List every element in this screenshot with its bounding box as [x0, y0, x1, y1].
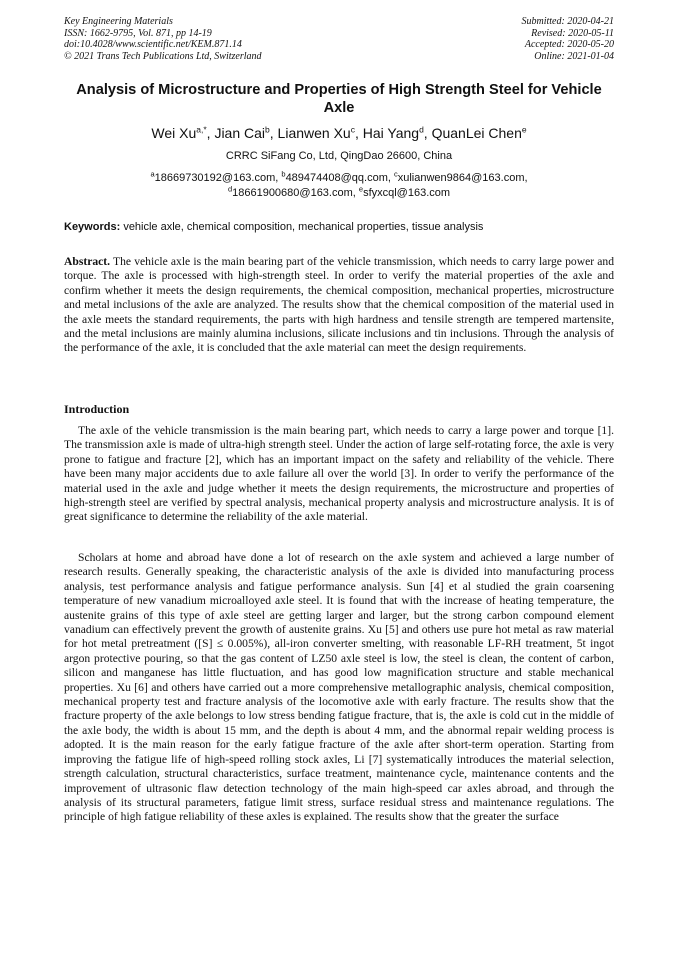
revised-date: Revised: 2020-05-11: [531, 27, 614, 39]
email-line: [64, 171, 614, 186]
author-list: Wei $Xu^{a,*}$, Jian Cai$^b$, Lianwen Xu$^c$, Hai Yang$^d$, QuanLei Chen$^e$: [151, 124, 527, 141]
journal-info: [64, 16, 262, 62]
author-name: Jian Cai: [214, 125, 266, 141]
abstract-text: The vehicle axle is the main bearing part of the vehicle transmission, which needs to carry large power and torque. The axle is processed with high-strength steel. In order to verify the material properties of the axle and confirm whether it meets the design requirements, the chemical composition, mechanical properties, microstructure and metal inclusions of the axle are analyzed. The results show that the chemical composition of the material used in the axle meets the standard requirements, the parts with high hardness and tensile strength are tempered martensite, and the metal inclusions are mainly alumina inclusions, silicate inclusions and tin inclusions. Through the analysis of the performance of the axle, it is concluded that the axle material can meet the design requirements.: [64, 255, 614, 355]
accepted-date: Accepted: 2020-05-20: [524, 39, 614, 51]
author-sup: d: [419, 124, 424, 135]
author-name: QuanLei Chen: [431, 125, 522, 141]
email-sup: e: [358, 184, 364, 194]
email-address[interactable]: 18669730192@163.com,: [154, 172, 279, 184]
online-date: Online: 2021-01-04: [534, 50, 614, 62]
author-sup: e: [521, 124, 527, 135]
section-heading: Introduction: [64, 402, 130, 416]
author-name: Lianwen Xu: [277, 125, 351, 141]
doi-line[interactable]: doi:10.4028/www.scientific.net/KEM.871.14: [64, 39, 242, 51]
author-sup: a,*: [196, 124, 207, 135]
email-sup: d: [227, 184, 233, 194]
keywords-text: vehicle axle, chemical composition, mechanical properties, tissue analysis: [123, 221, 484, 233]
paper-title: Analysis of Microstructure and Properties of High Strength Steel for Vehicle Axle: [76, 82, 602, 116]
abstract-label: Abstract.: [64, 255, 111, 268]
keywords-label: Keywords:: [64, 221, 121, 233]
issn-line: ISSN: 1662-9795, Vol. 871, pp 14-19: [64, 27, 212, 39]
body-paragraph: Scholars at home and abroad have done a lot of research on the axle system and achieved a large number of research results. Generally speaking, the characteristic analysis of the axle is divided into manufacturing process analysis, test performance analysis and fatigue performance analysis. Sun [4] et al studied the grain coarsening temperature of new vanadium microalloyed axle steel. It is found that with the increase of heating temperature, the austenite grains of this type of axle steel are getting larger and larger, but the strong carbon compound element vanadium can effectively prevent the growth of austenite grains. Xu [5] and others use pure hot metal as raw material for hot metal pretreatment ([S] ≤ 0.005%), all-iron converter smelting, with reasonable LF-RH treatment, 5t ingot argon protective pouring, so that the gas content of LZ50 axle steel is low, the steel is clean, the content of carbon, silicon and manganese has little fluctuation, and has good low magnification structure and stable mechanical properties. Xu [6] and others have carried out a more comprehensive metallographic analysis, chemical composition, mechanical property test and fracture analysis of the locomotive axle with early fracture. The results show that the fracture property of the axle belongs to low stress bending fatigue fracture, that is, the axle is cold cut in the middle of the axle body, the width is about 15 mm, and the depth is about 4 mm, and the abnormal repair welding process is adopted. It is the main reason for the early fatigue fracture of the axle after short-term operation. Starting from improving the fatigue life of high-speed rolling stock axles, Li [7] systematically introduces the material selection, strength calculation, structural characteristics, surface treatment, maintenance cycle, maintenance contents and the improvement of ultrasonic flaw detection technology of the main high-speed car axles abroad, and through the analysis of its structural parameters, fatigue limit stress, surface residual stress and maintenance regulations. The principle of high fatigue reliability of these axles is explained. The results show that the greater the surface: [64, 551, 614, 824]
author-sup: b: [265, 124, 270, 135]
journal-name: Key Engineering Materials: [64, 16, 173, 27]
email-sup: c: [393, 169, 398, 179]
email-sup: b: [281, 169, 286, 179]
author-sup: c: [350, 124, 355, 135]
email-address[interactable]: xulianwen9864@163.com,: [397, 172, 528, 184]
publication-dates: [522, 16, 615, 62]
keywords: [64, 221, 614, 234]
email-sup: a: [150, 169, 155, 179]
email-address[interactable]: 489474408@qq.com,: [285, 172, 391, 184]
submitted-date: Submitted: 2020-04-21: [521, 16, 614, 27]
email-address[interactable]: 18661900680@163.com,: [232, 187, 356, 199]
author-name: Hai Yang: [362, 125, 420, 141]
affiliation: CRRC SiFang Co, Ltd, QingDao 26600, China: [225, 150, 453, 162]
copyright-line: © 2021 Trans Tech Publications Ltd, Switzerland: [64, 50, 262, 62]
body-paragraph: The axle of the vehicle transmission is the main bearing part, which needs to carry a large power and torque [1]. The transmission axle is made of ultra-high strength steel. Under the action of large self-rotating force, the axle is very prone to fatigue and fracture [2], which has an important impact on the safety and reliability of the vehicle. There have been many major accidents due to axle failure all over the world [3]. In order to verify the performance of the material used in the axle and judge whether it meets the design requirements, the microstructure and properties of high-strength steel are verified by spectral analysis, mechanical property analysis and microstructure analysis. It is of great significance to determine the reliability of the axle material.: [64, 424, 614, 524]
author-emails: [64, 171, 614, 201]
email-line: [64, 186, 614, 201]
author-name: Wei Xu: [151, 125, 197, 141]
abstract: [64, 255, 614, 356]
email-address[interactable]: sfyxcql@163.com: [363, 187, 451, 199]
